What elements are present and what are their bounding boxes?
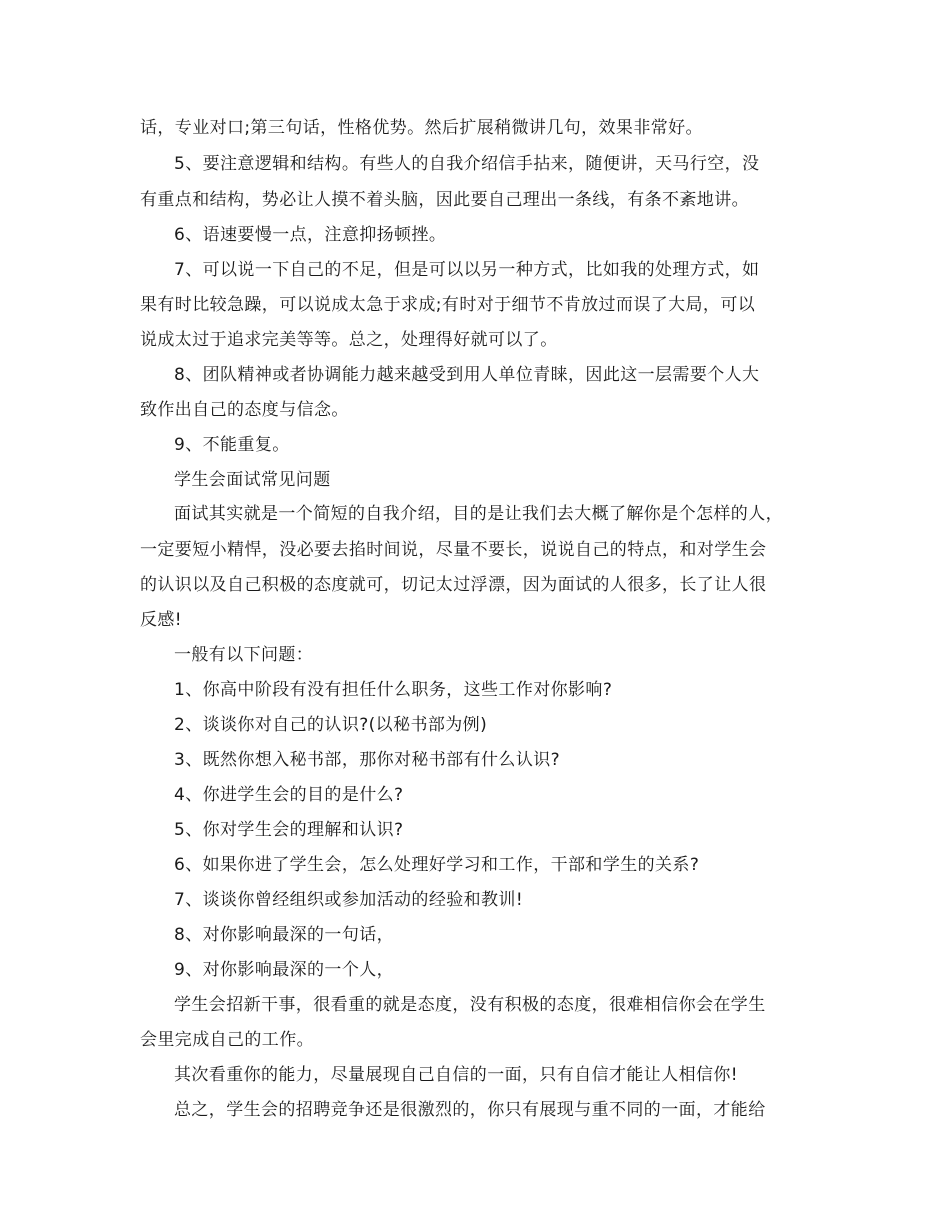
text-line: 话，专业对口;第三句话，性格优势。然后扩展稍微讲几句，效果非常好。 bbox=[140, 118, 703, 138]
section-heading: 学生会面试常见问题 bbox=[174, 470, 331, 490]
text-line: 说成太过于追求完美等等。总之，处理得好就可以了。 bbox=[140, 330, 558, 350]
text-line: 面试其实就是一个简短的自我介绍，目的是让我们去大概了解你是个怎样的人， bbox=[174, 504, 783, 524]
list-item: 7、谈谈你曾经组织或参加活动的经验和教训! bbox=[174, 890, 524, 910]
text-line: 9、不能重复。 bbox=[174, 435, 290, 455]
list-item: 1、你高中阶段有没有担任什么职务，这些工作对你影响? bbox=[174, 680, 613, 700]
text-line: 一般有以下问题： bbox=[174, 645, 314, 665]
list-item: 4、你进学生会的目的是什么? bbox=[174, 785, 404, 805]
list-item: 2、谈谈你对自己的认识?(以秘书部为例) bbox=[174, 715, 488, 735]
text-line: 的认识以及自己积极的态度就可，切记太过浮漂，因为面试的人很多，长了让人很 bbox=[140, 575, 767, 595]
text-line: 5、要注意逻辑和结构。有些人的自我介绍信手拈来，随便讲，天马行空，没 bbox=[174, 154, 760, 174]
text-line: 反感! bbox=[140, 610, 183, 630]
text-line: 有重点和结构，势必让人摸不着头脑，因此要自己理出一条线，有条不紊地讲。 bbox=[140, 190, 749, 210]
text-line: 其次看重你的能力，尽量展现自己自信的一面，只有自信才能让人相信你! bbox=[174, 1065, 739, 1085]
text-line: 学生会招新干事，很看重的就是态度，没有积极的态度，很难相信你会在学生 bbox=[174, 995, 766, 1015]
list-item: 5、你对学生会的理解和认识? bbox=[174, 820, 404, 840]
text-line: 6、语速要慢一点，注意抑扬顿挫。 bbox=[174, 225, 447, 245]
list-item: 6、如果你进了学生会，怎么处理好学习和工作，干部和学生的关系? bbox=[174, 855, 700, 875]
list-item: 8、对你影响最深的一句话， bbox=[174, 925, 395, 945]
text-line: 致作出自己的态度与信念。 bbox=[140, 400, 349, 420]
list-item: 9、对你影响最深的一个人， bbox=[174, 960, 395, 980]
text-line: 8、团队精神或者协调能力越来越受到用人单位青睐，因此这一层需要个人大 bbox=[174, 365, 760, 385]
text-line: 一定要短小精悍，没必要去掐时间说，尽量不要长，说说自己的特点，和对学生会 bbox=[140, 540, 767, 560]
text-line: 7、可以说一下自己的不足，但是可以以另一种方式，比如我的处理方式，如 bbox=[174, 260, 760, 280]
text-line: 会里完成自己的工作。 bbox=[140, 1030, 314, 1050]
list-item: 3、既然你想入秘书部，那你对秘书部有什么认识? bbox=[174, 750, 561, 770]
text-line: 果有时比较急躁，可以说成太急于求成;有时对于细节不肯放过而误了大局，可以 bbox=[140, 295, 756, 315]
text-line: 总之，学生会的招聘竞争还是很激烈的，你只有展现与重不同的一面，才能给 bbox=[174, 1100, 766, 1120]
